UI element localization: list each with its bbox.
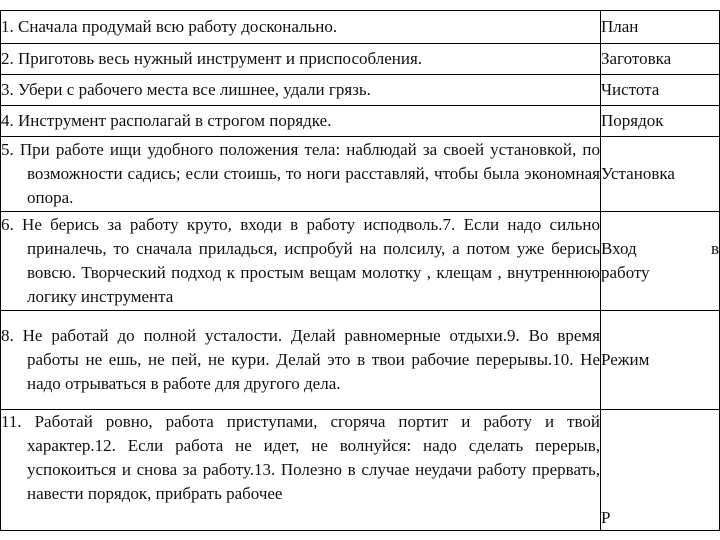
table-row [1, 212, 720, 311]
rule-text: 8. Не работай до полной усталости. Делай равномерные отдыхи.9. Во время работы не ешь, не пей, не кури. Делай это в твои рабочие перерывы.10. Не надо отрываться в работе для другого дела. [1, 326, 600, 393]
rule-text: 4. Инструмент располагай в строгом порядке. [1, 106, 601, 137]
rule-label: Р [601, 410, 720, 531]
rule-label: Чистота [601, 75, 720, 106]
rule-label: Порядок [601, 106, 720, 137]
rule-label-cell [601, 212, 720, 311]
table-row [1, 75, 720, 106]
work-rules-table [0, 10, 720, 531]
table-row [1, 311, 720, 410]
table-row [1, 137, 720, 212]
rule-text-cell [1, 137, 601, 212]
table-row [1, 11, 720, 44]
rule-label-line2: работу [601, 263, 650, 282]
rule-text: 6. Не берись за работу круто, входи в работу исподволь.7. Если надо сильно приналечь, то сначала приладься, испробуй на полсилу, а потом уже берись вовсю. Творческий подход к простым вещам молотку , клещам , внутреннюю логику инструмента [1, 215, 600, 306]
rule-label: Установка [601, 137, 720, 212]
rule-text: 1. Сначала продумай всю работу досконально. [1, 11, 601, 44]
rule-label: Режим [601, 311, 720, 410]
table-row [1, 44, 720, 75]
rule-text-cell [1, 311, 601, 410]
rule-label: Заготовка [601, 44, 720, 75]
rule-text-cell [1, 410, 601, 531]
rule-text: 2. Приготовь весь нужный инструмент и приспособления. [1, 44, 601, 75]
table-row [1, 410, 720, 531]
rule-label-line1: Вход в [601, 239, 719, 258]
rule-text: 5. При работе ищи удобного положения тела: наблюдай за своей установкой, по возможности садись; если стоишь, то ноги расставляй, чтобы была экономная опора. [1, 140, 600, 207]
rule-text: 11. Работай ровно, работа приступами, сгоряча портит и работу и твой характер.12. Если работа не идет, не волнуйся: надо сделать перерыв, успокоиться и снова за работу.13. Полезно в случае неудачи работу прервать, навести порядок, прибрать рабочее [1, 412, 600, 503]
rule-label: План [601, 11, 720, 44]
table-row [1, 106, 720, 137]
rule-text: 3. Убери с рабочего места все лишнее, удали грязь. [1, 75, 601, 106]
rule-text-cell [1, 212, 601, 311]
